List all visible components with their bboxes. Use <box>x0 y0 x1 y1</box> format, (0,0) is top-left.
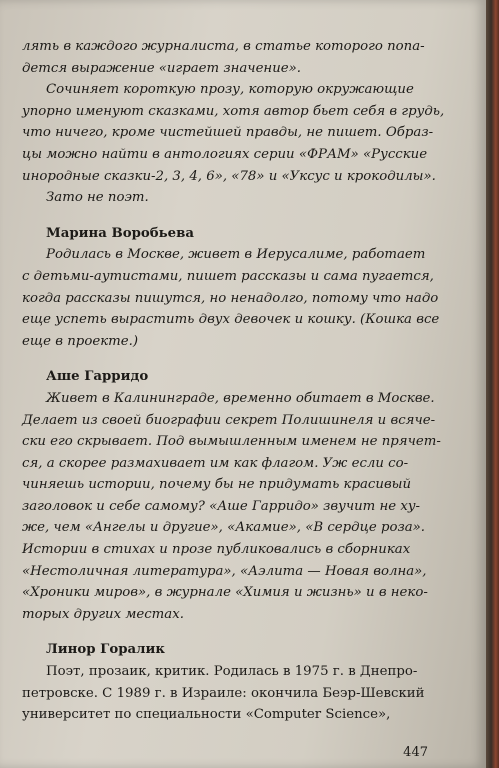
section-continued-bio <box>22 36 452 209</box>
text-line: Живет в Калининграде, временно обитает в Москве. <box>46 390 435 406</box>
bio-linor-goralik <box>22 639 452 725</box>
text-line: когда рассказы пишутся, но ненадолго, потому что надо <box>22 290 439 306</box>
text-line: торых других местах. <box>22 606 184 622</box>
text-line: с детьми-аутистами, пишет рассказы и сама пугается, <box>22 268 434 284</box>
text-line: университет по специальности «Computer Science», <box>22 707 391 723</box>
text-line: упорно именуют сказками, хотя автор бьет себя в грудь, <box>22 103 445 119</box>
text-line: же, чем «Ангелы и другие», «Акамие», «В сердце роза». <box>22 520 426 536</box>
text-line: инородные сказки-2, 3, 4, 6», «78» и «Уксус и крокодилы». <box>22 168 436 184</box>
text-line: что ничего, кроме чистейшей правды, не пишет. Образ- <box>22 125 434 141</box>
text-line: лять в каждого журналиста, в статье которого попа- <box>22 39 425 54</box>
book-cover-edge <box>486 0 499 768</box>
text-line: «Нестоличная литература», «Аэлита — Новая волна», <box>22 563 427 579</box>
author-name: Аше Гарридо <box>46 369 149 385</box>
text-line: Истории в стихах и прозе публиковались в сборниках <box>22 542 411 558</box>
text-line: ся, а скорее размахивает им как флагом. Уж если со- <box>22 455 409 471</box>
text-line: Зато не поэт. <box>46 190 149 206</box>
text-line: дется выражение «играет значение». <box>22 60 301 76</box>
text-line: Делает из своей биографии секрет Полишинеля и всяче- <box>22 412 436 428</box>
text-line: Сочиняет короткую прозу, которую окружающие <box>46 82 414 98</box>
text-line: еще успеть вырастить двух девочек и кошку. (Кошка все <box>22 312 440 328</box>
bio-ashe-garrido <box>22 366 452 625</box>
text-line: петровске. С 1989 г. в Израиле: окончила Беэр-Шевский <box>22 685 425 701</box>
text-line: заголовок и себе самому? «Аше Гарридо» звучит не ху- <box>22 498 421 514</box>
bio-marina-vorobyeva <box>22 223 452 353</box>
text-line: ски его скрывает. Под вымышленным именем не прячет- <box>22 434 441 450</box>
author-name: Марина Воробьева <box>46 225 194 241</box>
text-line: Поэт, прозаик, критик. Родилась в 1975 г. в Днепро- <box>46 664 418 680</box>
page-number: 447 <box>403 745 428 760</box>
text-line: Родилась в Москве, живет в Иерусалиме, работает <box>46 247 426 263</box>
text-line: чиняешь истории, почему бы не придумать красивый <box>22 477 412 493</box>
author-name: Линор Горалик <box>46 642 165 658</box>
text-line: цы можно найти в антологиях серии «ФРАМ» «Русские <box>22 146 428 162</box>
text-line: «Хроники миров», в журнале «Химия и жизнь» и в неко- <box>22 585 428 601</box>
page-text <box>22 36 452 726</box>
text-line: еще в проекте.) <box>22 333 139 349</box>
